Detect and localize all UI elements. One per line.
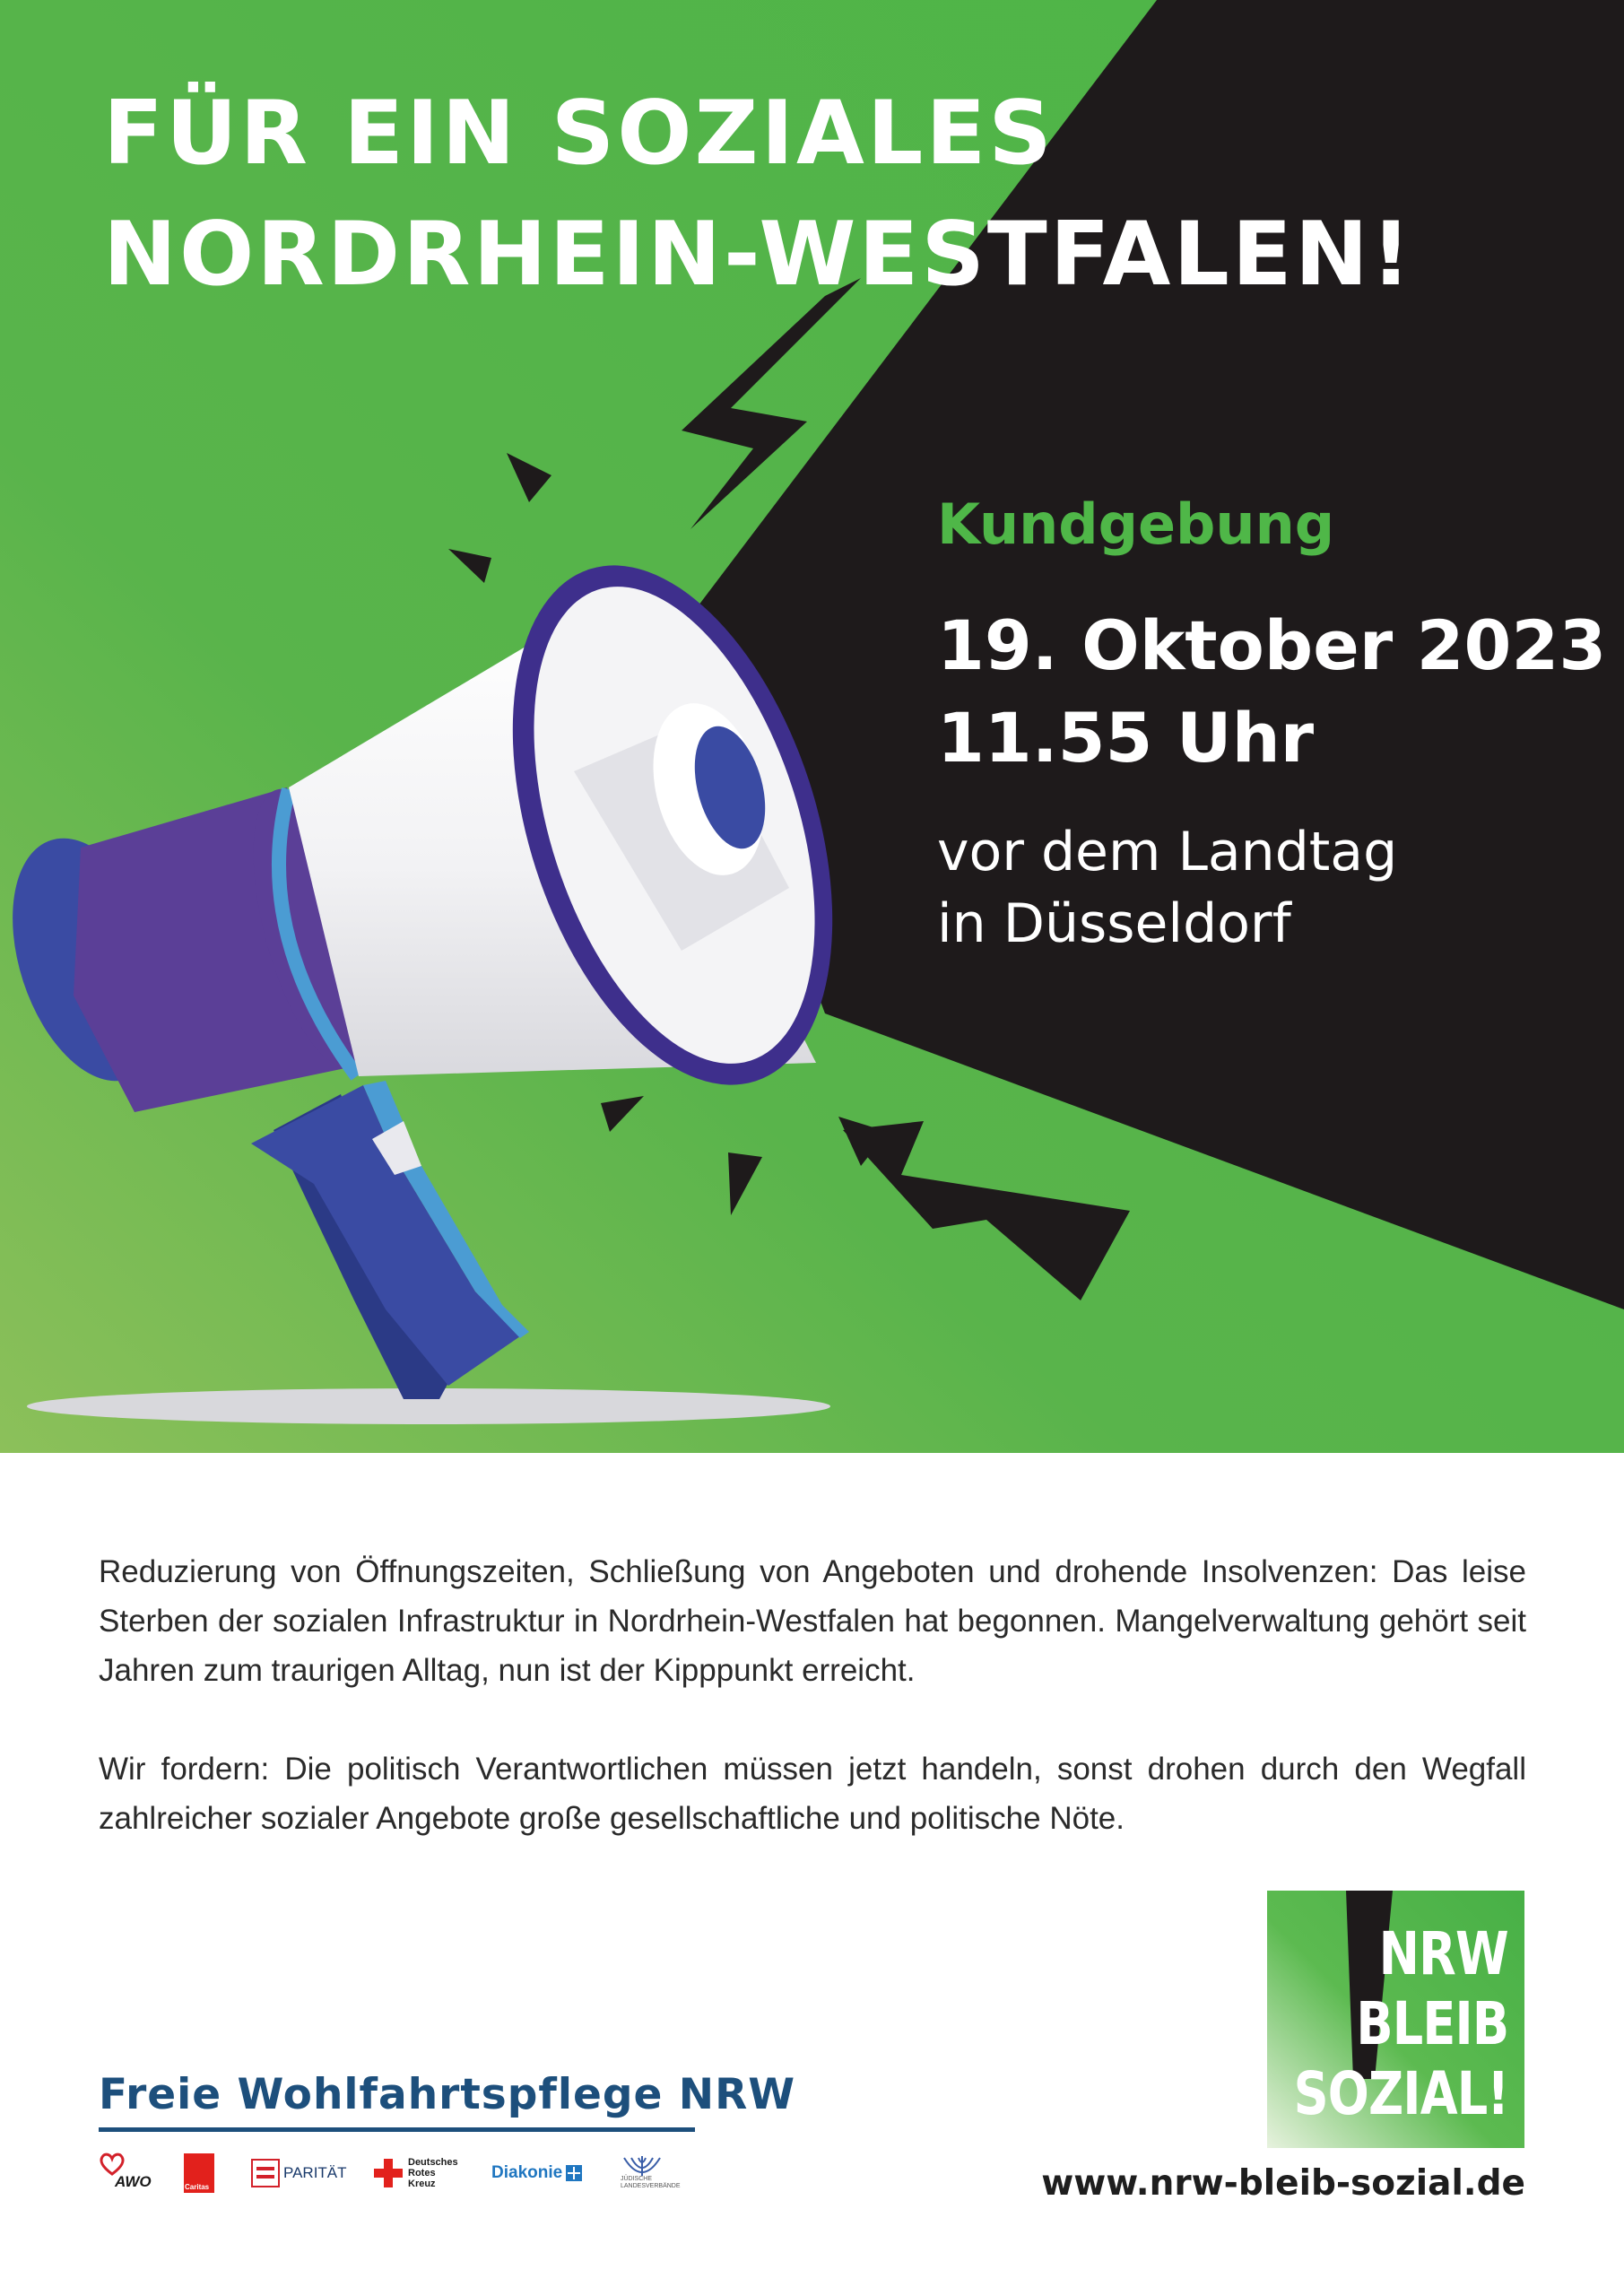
juedische-landesverbaende-logo	[621, 2146, 681, 2200]
website-link[interactable]: www.nrw-bleib-sozial.de	[1041, 2163, 1525, 2204]
paritaet-logo	[251, 2146, 347, 2200]
body-paragraph-1: Reduzierung von Öffnungszeiten, Schließung von Angeboten und drohende Insolvenzen: Das leise Sterben der sozialen Infrastruktur in Nordrhein-Westfalen hat begonnen. Mangelverwaltung gehört seit Jahren zum traurigen Alltag, nun ist der Kipppunkt erreicht.	[99, 1554, 1526, 1688]
caritas-label: Caritas	[185, 2183, 210, 2191]
event-label: Kundgebung	[937, 491, 1335, 557]
menorah-icon	[621, 2156, 664, 2176]
drk-label-line-3: Kreuz	[408, 2179, 436, 2189]
campaign-logo-line-3: SOZIAL!	[1293, 2059, 1508, 2128]
diakonie-logo	[491, 2146, 582, 2200]
drk-label-line-2: Rotes	[408, 2168, 436, 2179]
drk-label-line-1: Deutsches	[408, 2157, 458, 2168]
event-location-line-2: in Düsseldorf	[937, 892, 1291, 955]
caritas-flame-icon	[184, 2153, 214, 2193]
juedische-label-line-2: LANDESVERBÄNDE	[621, 2183, 681, 2189]
diakonie-cross-icon	[566, 2165, 582, 2181]
campaign-logo-line-1: NRW	[1378, 1919, 1508, 1988]
paritaet-equal-icon	[251, 2159, 280, 2187]
awo-label: AWO	[115, 2173, 152, 2190]
awo-logo	[99, 2146, 152, 2200]
paritaet-label: PARITÄT	[283, 2164, 347, 2181]
diakonie-label: Diakonie	[491, 2163, 563, 2182]
juedische-label-line-1: JÜDISCHE	[621, 2176, 653, 2182]
event-time: 11.55 Uhr	[937, 698, 1315, 778]
headline-line-1: FÜR EIN SOZIALES	[103, 83, 1055, 185]
organization-name: Freie Wohlfahrtspflege NRW	[99, 2070, 796, 2119]
headline-line-2: NORDRHEIN-WESTFALEN!	[103, 204, 1414, 306]
body-paragraph-2: Wir fordern: Die politisch Verantwortlichen müssen jetzt handeln, sonst drohen durch den Wegfall zahlreicher sozialer Angebote große gesellschaftliche und politische Nöte.	[99, 1752, 1526, 1836]
event-location-line-1: vor dem Landtag	[937, 821, 1398, 883]
campaign-logo	[1267, 1891, 1524, 2148]
caritas-logo	[184, 2146, 214, 2200]
drk-logo	[374, 2146, 458, 2200]
event-date: 19. Oktober 2023	[937, 605, 1607, 685]
member-logos	[99, 2146, 708, 2200]
campaign-logo-line-2: BLEIB	[1356, 1989, 1508, 2058]
organization-underline	[99, 2127, 695, 2132]
red-cross-icon	[374, 2159, 403, 2187]
